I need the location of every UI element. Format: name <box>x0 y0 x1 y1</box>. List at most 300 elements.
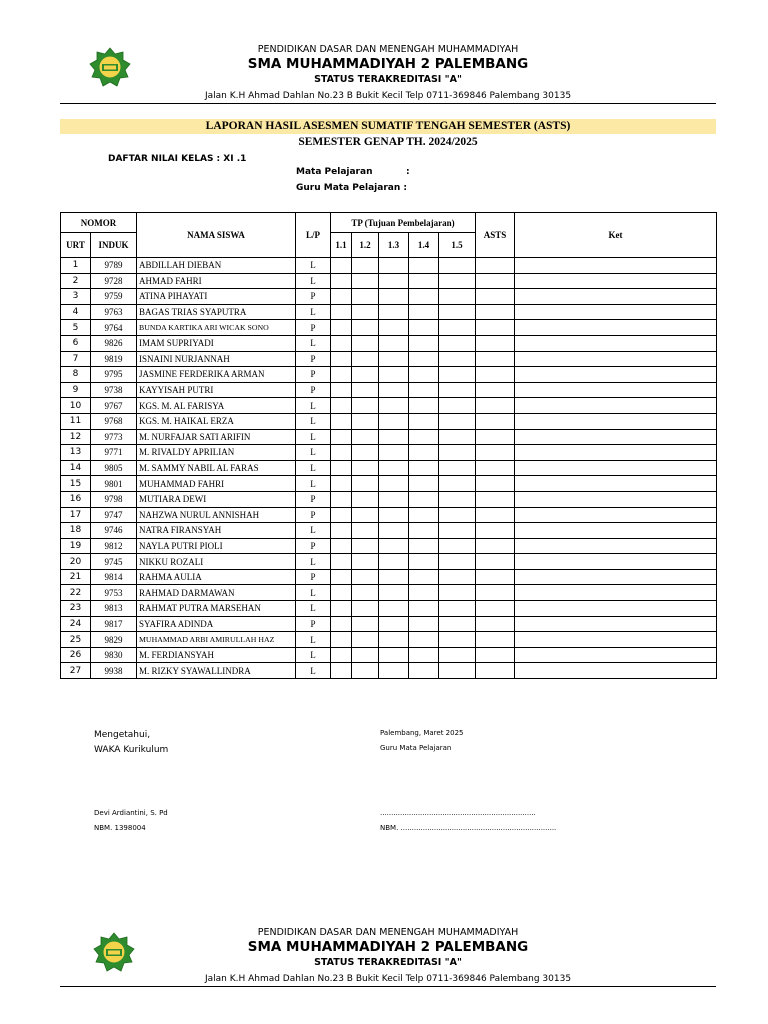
row-nama: ABDILLAH DIEBAN <box>137 258 296 274</box>
row-asts[interactable] <box>476 320 515 336</box>
row-tp-1-2[interactable] <box>352 258 379 274</box>
row-ket[interactable] <box>515 320 717 336</box>
row-asts[interactable] <box>476 647 515 663</box>
signature-waka-title: WAKA Kurikulum <box>94 745 169 755</box>
row-lp: L <box>296 476 331 492</box>
table-row <box>61 258 717 274</box>
row-urt: 1 <box>61 258 91 274</box>
row-urt: 18 <box>61 523 91 539</box>
row-nama: SYAFIRA ADINDA <box>137 616 296 632</box>
row-tp-1-1[interactable] <box>331 289 352 305</box>
row-ket[interactable] <box>515 569 717 585</box>
letterhead-organization: PENDIDIKAN DASAR DAN MENENGAH MUHAMMADIYAH <box>257 44 519 55</box>
row-nama: BAGAS TRIAS SYAPUTRA <box>137 304 296 320</box>
row-tp-1-3[interactable] <box>379 647 409 663</box>
row-tp-1-2[interactable] <box>352 445 379 461</box>
row-urt: 23 <box>61 601 91 617</box>
row-induk: 9813 <box>91 601 137 617</box>
row-urt: 9 <box>61 382 91 398</box>
row-tp-1-2[interactable] <box>352 382 379 398</box>
row-urt: 3 <box>61 289 91 305</box>
row-asts[interactable] <box>476 663 515 679</box>
row-tp-1-3[interactable] <box>379 632 409 648</box>
row-ket[interactable] <box>515 523 717 539</box>
row-tp-1-2[interactable] <box>352 429 379 445</box>
row-asts[interactable] <box>476 289 515 305</box>
row-tp-1-4[interactable] <box>409 429 439 445</box>
header-tp-1-5: 1.5 <box>439 233 476 258</box>
row-tp-1-5[interactable] <box>439 320 476 336</box>
row-tp-1-5[interactable] <box>439 367 476 383</box>
table-row <box>61 601 717 617</box>
letterhead-status: STATUS TERAKREDITASI "A" <box>314 957 462 968</box>
row-tp-1-3[interactable] <box>379 320 409 336</box>
row-nama: NIKKU ROZALI <box>137 554 296 570</box>
row-tp-1-3[interactable] <box>379 569 409 585</box>
row-urt: 20 <box>61 554 91 570</box>
row-urt: 7 <box>61 351 91 367</box>
row-nama: M. FERDIANSYAH <box>137 647 296 663</box>
row-tp-1-4[interactable] <box>409 523 439 539</box>
row-tp-1-1[interactable] <box>331 382 352 398</box>
table-row <box>61 304 717 320</box>
row-asts[interactable] <box>476 413 515 429</box>
row-tp-1-1[interactable] <box>331 616 352 632</box>
row-tp-1-4[interactable] <box>409 616 439 632</box>
row-tp-1-2[interactable] <box>352 601 379 617</box>
row-nama: KAYYISAH PUTRI <box>137 382 296 398</box>
row-tp-1-4[interactable] <box>409 538 439 554</box>
row-tp-1-3[interactable] <box>379 507 409 523</box>
row-nama: M. SAMMY NABIL AL FARAS <box>137 460 296 476</box>
row-nama: RAHMA AULIA <box>137 569 296 585</box>
row-tp-1-2[interactable] <box>352 273 379 289</box>
table-row <box>61 413 717 429</box>
report-semester: SEMESTER GENAP TH. 2024/2025 <box>298 136 478 148</box>
row-tp-1-5[interactable] <box>439 663 476 679</box>
row-lp: P <box>296 320 331 336</box>
row-tp-1-2[interactable] <box>352 523 379 539</box>
row-ket[interactable] <box>515 289 717 305</box>
row-ket[interactable] <box>515 647 717 663</box>
row-tp-1-4[interactable] <box>409 601 439 617</box>
row-tp-1-2[interactable] <box>352 289 379 305</box>
row-tp-1-3[interactable] <box>379 351 409 367</box>
row-asts[interactable] <box>476 335 515 351</box>
letterhead-status: STATUS TERAKREDITASI "A" <box>314 74 462 85</box>
header-tp-1-2: 1.2 <box>352 233 379 258</box>
row-tp-1-4[interactable] <box>409 367 439 383</box>
row-asts[interactable] <box>476 601 515 617</box>
row-tp-1-1[interactable] <box>331 258 352 274</box>
row-tp-1-2[interactable] <box>352 647 379 663</box>
row-induk: 9759 <box>91 289 137 305</box>
row-tp-1-2[interactable] <box>352 538 379 554</box>
row-tp-1-3[interactable] <box>379 554 409 570</box>
table-row <box>61 460 717 476</box>
row-urt: 25 <box>61 632 91 648</box>
row-tp-1-5[interactable] <box>439 476 476 492</box>
row-induk: 9753 <box>91 585 137 601</box>
row-urt: 4 <box>61 304 91 320</box>
signature-waka-nbm: NBM. 1398004 <box>94 824 146 832</box>
row-tp-1-3[interactable] <box>379 445 409 461</box>
grades-table <box>60 212 717 679</box>
row-tp-1-5[interactable] <box>439 647 476 663</box>
row-ket[interactable] <box>515 367 717 383</box>
row-tp-1-2[interactable] <box>352 320 379 336</box>
row-tp-1-2[interactable] <box>352 476 379 492</box>
row-induk: 9768 <box>91 413 137 429</box>
row-tp-1-5[interactable] <box>439 585 476 601</box>
row-induk: 9773 <box>91 429 137 445</box>
row-induk: 9812 <box>91 538 137 554</box>
row-ket[interactable] <box>515 382 717 398</box>
row-induk: 9805 <box>91 460 137 476</box>
row-lp: P <box>296 616 331 632</box>
row-tp-1-1[interactable] <box>331 413 352 429</box>
row-tp-1-4[interactable] <box>409 413 439 429</box>
teacher-label: Guru Mata Pelajaran : <box>296 183 407 193</box>
row-ket[interactable] <box>515 491 717 507</box>
row-nama: M. NURFAJAR SATI ARIFIN <box>137 429 296 445</box>
row-nama: JASMINE FERDERIKA ARMAN <box>137 367 296 383</box>
row-ket[interactable] <box>515 445 717 461</box>
row-induk: 9801 <box>91 476 137 492</box>
row-lp: P <box>296 491 331 507</box>
table-row <box>61 445 717 461</box>
row-tp-1-2[interactable] <box>352 507 379 523</box>
row-asts[interactable] <box>476 429 515 445</box>
row-tp-1-1[interactable] <box>331 507 352 523</box>
row-tp-1-5[interactable] <box>439 507 476 523</box>
row-tp-1-1[interactable] <box>331 491 352 507</box>
row-asts[interactable] <box>476 569 515 585</box>
row-tp-1-4[interactable] <box>409 289 439 305</box>
row-asts[interactable] <box>476 632 515 648</box>
row-tp-1-1[interactable] <box>331 554 352 570</box>
table-row <box>61 273 717 289</box>
row-nama: MUTIARA DEWI <box>137 491 296 507</box>
row-tp-1-4[interactable] <box>409 569 439 585</box>
row-tp-1-3[interactable] <box>379 304 409 320</box>
row-tp-1-1[interactable] <box>331 273 352 289</box>
row-tp-1-2[interactable] <box>352 460 379 476</box>
subject-label-text: Mata Pelajaran <box>296 167 373 177</box>
row-tp-1-1[interactable] <box>331 523 352 539</box>
row-tp-1-4[interactable] <box>409 647 439 663</box>
row-tp-1-5[interactable] <box>439 523 476 539</box>
row-lp: L <box>296 601 331 617</box>
row-tp-1-4[interactable] <box>409 585 439 601</box>
row-asts[interactable] <box>476 476 515 492</box>
row-tp-1-2[interactable] <box>352 335 379 351</box>
row-asts[interactable] <box>476 367 515 383</box>
row-urt: 21 <box>61 569 91 585</box>
table-row <box>61 382 717 398</box>
row-urt: 26 <box>61 647 91 663</box>
row-tp-1-5[interactable] <box>439 351 476 367</box>
row-tp-1-5[interactable] <box>439 398 476 414</box>
row-tp-1-3[interactable] <box>379 382 409 398</box>
row-urt: 2 <box>61 273 91 289</box>
row-ket[interactable] <box>515 663 717 679</box>
table-row <box>61 632 717 648</box>
row-tp-1-3[interactable] <box>379 335 409 351</box>
row-asts[interactable] <box>476 304 515 320</box>
row-tp-1-1[interactable] <box>331 351 352 367</box>
row-tp-1-3[interactable] <box>379 460 409 476</box>
row-urt: 16 <box>61 491 91 507</box>
row-tp-1-3[interactable] <box>379 585 409 601</box>
row-ket[interactable] <box>515 507 717 523</box>
table-row <box>61 507 717 523</box>
row-tp-1-5[interactable] <box>439 382 476 398</box>
row-tp-1-2[interactable] <box>352 413 379 429</box>
row-ket[interactable] <box>515 413 717 429</box>
row-tp-1-1[interactable] <box>331 398 352 414</box>
row-tp-1-3[interactable] <box>379 258 409 274</box>
row-tp-1-4[interactable] <box>409 632 439 648</box>
row-ket[interactable] <box>515 398 717 414</box>
row-tp-1-3[interactable] <box>379 367 409 383</box>
row-induk: 9771 <box>91 445 137 461</box>
row-lp: P <box>296 351 331 367</box>
row-asts[interactable] <box>476 585 515 601</box>
row-tp-1-4[interactable] <box>409 398 439 414</box>
header-induk: INDUK <box>91 233 137 258</box>
row-tp-1-1[interactable] <box>331 632 352 648</box>
row-tp-1-3[interactable] <box>379 289 409 305</box>
row-lp: L <box>296 554 331 570</box>
row-tp-1-4[interactable] <box>409 554 439 570</box>
row-nama: NAHZWA NURUL ANNISHAH <box>137 507 296 523</box>
signature-teacher-name-line: ...................................................................... <box>380 809 536 817</box>
row-tp-1-1[interactable] <box>331 460 352 476</box>
row-tp-1-3[interactable] <box>379 398 409 414</box>
row-tp-1-4[interactable] <box>409 445 439 461</box>
row-lp: P <box>296 538 331 554</box>
row-tp-1-3[interactable] <box>379 429 409 445</box>
row-ket[interactable] <box>515 335 717 351</box>
row-induk: 9763 <box>91 304 137 320</box>
row-tp-1-4[interactable] <box>409 258 439 274</box>
row-tp-1-3[interactable] <box>379 491 409 507</box>
row-ket[interactable] <box>515 554 717 570</box>
row-tp-1-5[interactable] <box>439 460 476 476</box>
row-lp: L <box>296 460 331 476</box>
row-ket[interactable] <box>515 351 717 367</box>
row-tp-1-1[interactable] <box>331 476 352 492</box>
row-tp-1-1[interactable] <box>331 335 352 351</box>
row-tp-1-4[interactable] <box>409 304 439 320</box>
row-tp-1-5[interactable] <box>439 445 476 461</box>
table-row <box>61 523 717 539</box>
row-tp-1-1[interactable] <box>331 445 352 461</box>
row-tp-1-4[interactable] <box>409 491 439 507</box>
row-asts[interactable] <box>476 445 515 461</box>
row-tp-1-2[interactable] <box>352 663 379 679</box>
row-lp: P <box>296 289 331 305</box>
row-tp-1-5[interactable] <box>439 273 476 289</box>
row-tp-1-5[interactable] <box>439 429 476 445</box>
row-asts[interactable] <box>476 460 515 476</box>
row-ket[interactable] <box>515 601 717 617</box>
row-tp-1-5[interactable] <box>439 491 476 507</box>
row-lp: L <box>296 398 331 414</box>
row-tp-1-2[interactable] <box>352 367 379 383</box>
row-tp-1-1[interactable] <box>331 429 352 445</box>
row-nama: NAYLA PUTRI PIOLI <box>137 538 296 554</box>
row-urt: 13 <box>61 445 91 461</box>
row-tp-1-5[interactable] <box>439 335 476 351</box>
row-tp-1-5[interactable] <box>439 413 476 429</box>
letterhead-school-name: SMA MUHAMMADIYAH 2 PALEMBANG <box>247 939 529 955</box>
row-urt: 19 <box>61 538 91 554</box>
row-induk: 9738 <box>91 382 137 398</box>
row-tp-1-2[interactable] <box>352 569 379 585</box>
row-ket[interactable] <box>515 585 717 601</box>
row-nama: RAHMAT PUTRA MARSEHAN <box>137 601 296 617</box>
row-asts[interactable] <box>476 491 515 507</box>
table-row <box>61 476 717 492</box>
row-urt: 8 <box>61 367 91 383</box>
row-tp-1-5[interactable] <box>439 554 476 570</box>
row-tp-1-5[interactable] <box>439 569 476 585</box>
row-nama: MUHAMMAD ARBI AMIRULLAH HAZ <box>137 632 296 648</box>
row-tp-1-5[interactable] <box>439 601 476 617</box>
row-tp-1-3[interactable] <box>379 523 409 539</box>
row-tp-1-1[interactable] <box>331 538 352 554</box>
row-tp-1-1[interactable] <box>331 663 352 679</box>
table-row <box>61 320 717 336</box>
row-lp: L <box>296 304 331 320</box>
row-tp-1-3[interactable] <box>379 663 409 679</box>
row-lp: P <box>296 367 331 383</box>
row-lp: L <box>296 523 331 539</box>
row-lp: L <box>296 647 331 663</box>
table-row <box>61 554 717 570</box>
row-tp-1-2[interactable] <box>352 304 379 320</box>
row-tp-1-4[interactable] <box>409 507 439 523</box>
row-induk: 9826 <box>91 335 137 351</box>
row-tp-1-4[interactable] <box>409 273 439 289</box>
row-tp-1-1[interactable] <box>331 320 352 336</box>
row-tp-1-3[interactable] <box>379 616 409 632</box>
table-row <box>61 398 717 414</box>
row-tp-1-3[interactable] <box>379 273 409 289</box>
row-ket[interactable] <box>515 273 717 289</box>
row-asts[interactable] <box>476 398 515 414</box>
row-tp-1-4[interactable] <box>409 476 439 492</box>
row-ket[interactable] <box>515 304 717 320</box>
row-tp-1-3[interactable] <box>379 476 409 492</box>
row-tp-1-5[interactable] <box>439 289 476 305</box>
row-asts[interactable] <box>476 507 515 523</box>
row-tp-1-4[interactable] <box>409 335 439 351</box>
row-asts[interactable] <box>476 258 515 274</box>
table-row <box>61 429 717 445</box>
row-asts[interactable] <box>476 523 515 539</box>
row-induk: 9829 <box>91 632 137 648</box>
row-lp: L <box>296 663 331 679</box>
row-asts[interactable] <box>476 616 515 632</box>
row-tp-1-5[interactable] <box>439 616 476 632</box>
row-lp: L <box>296 258 331 274</box>
row-ket[interactable] <box>515 460 717 476</box>
row-ket[interactable] <box>515 429 717 445</box>
row-tp-1-1[interactable] <box>331 569 352 585</box>
row-ket[interactable] <box>515 258 717 274</box>
row-lp: P <box>296 382 331 398</box>
letterhead-rule <box>60 986 716 987</box>
row-lp: L <box>296 429 331 445</box>
row-induk: 9789 <box>91 258 137 274</box>
row-tp-1-3[interactable] <box>379 413 409 429</box>
row-ket[interactable] <box>515 476 717 492</box>
table-row <box>61 647 717 663</box>
row-induk: 9745 <box>91 554 137 570</box>
row-tp-1-5[interactable] <box>439 538 476 554</box>
row-induk: 9819 <box>91 351 137 367</box>
row-urt: 14 <box>61 460 91 476</box>
row-tp-1-2[interactable] <box>352 398 379 414</box>
row-ket[interactable] <box>515 632 717 648</box>
row-ket[interactable] <box>515 538 717 554</box>
row-urt: 17 <box>61 507 91 523</box>
row-asts[interactable] <box>476 273 515 289</box>
letterhead-address: Jalan K.H Ahmad Dahlan No.23 B Bukit Kecil Telp 0711-369846 Palembang 30135 <box>204 974 572 984</box>
row-tp-1-5[interactable] <box>439 632 476 648</box>
row-asts[interactable] <box>476 554 515 570</box>
row-tp-1-3[interactable] <box>379 601 409 617</box>
row-asts[interactable] <box>476 351 515 367</box>
table-row <box>61 585 717 601</box>
row-tp-1-2[interactable] <box>352 616 379 632</box>
row-tp-1-4[interactable] <box>409 382 439 398</box>
header-tp: TP (Tujuan Pembelajaran) <box>331 213 476 233</box>
row-ket[interactable] <box>515 616 717 632</box>
row-tp-1-4[interactable] <box>409 351 439 367</box>
letterhead-organization: PENDIDIKAN DASAR DAN MENENGAH MUHAMMADIYAH <box>257 927 519 938</box>
row-tp-1-2[interactable] <box>352 491 379 507</box>
row-tp-1-2[interactable] <box>352 585 379 601</box>
header-nomor: NOMOR <box>61 213 137 233</box>
row-asts[interactable] <box>476 538 515 554</box>
row-lp: L <box>296 273 331 289</box>
row-tp-1-2[interactable] <box>352 351 379 367</box>
row-tp-1-1[interactable] <box>331 367 352 383</box>
row-nama: BUNDA KARTIKA ARI WICAK SONO <box>137 320 296 336</box>
row-tp-1-1[interactable] <box>331 585 352 601</box>
row-tp-1-1[interactable] <box>331 647 352 663</box>
row-lp: L <box>296 585 331 601</box>
row-urt: 27 <box>61 663 91 679</box>
row-asts[interactable] <box>476 382 515 398</box>
row-tp-1-4[interactable] <box>409 663 439 679</box>
row-tp-1-1[interactable] <box>331 601 352 617</box>
row-tp-1-1[interactable] <box>331 304 352 320</box>
row-tp-1-3[interactable] <box>379 538 409 554</box>
row-tp-1-5[interactable] <box>439 304 476 320</box>
row-tp-1-5[interactable] <box>439 258 476 274</box>
row-nama: MUHAMMAD FAHRI <box>137 476 296 492</box>
row-tp-1-4[interactable] <box>409 320 439 336</box>
header-tp-1-4: 1.4 <box>409 233 439 258</box>
row-tp-1-4[interactable] <box>409 460 439 476</box>
row-tp-1-2[interactable] <box>352 554 379 570</box>
row-tp-1-2[interactable] <box>352 632 379 648</box>
